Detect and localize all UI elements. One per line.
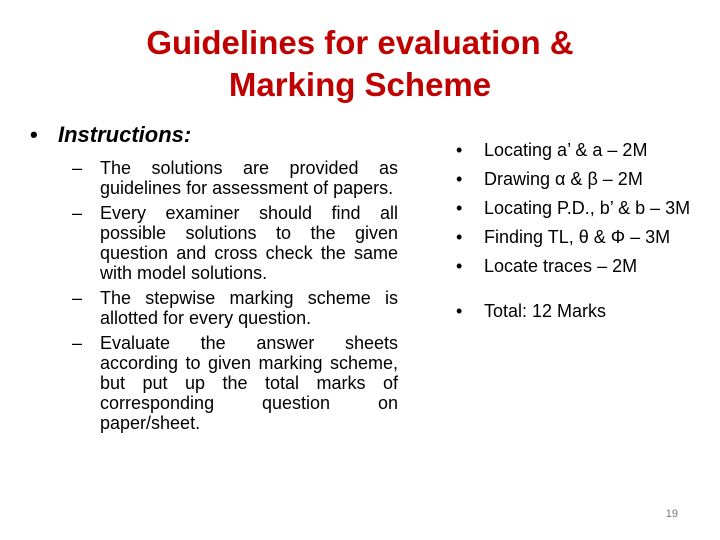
bullet-icon: •: [456, 140, 463, 160]
bullet-icon: •: [456, 301, 463, 321]
slide-title: [0, 22, 720, 106]
marking-text: Locating a’ & a – 2M: [484, 140, 648, 160]
instruction-item: [72, 288, 398, 328]
marking-item: [454, 256, 694, 277]
total-marks-text: Total: 12 Marks: [484, 301, 607, 321]
instructions-heading: [30, 122, 398, 148]
dash-icon: –: [72, 158, 83, 178]
instructions-list: [30, 158, 398, 433]
total-marks-item: [454, 301, 694, 322]
instruction-text: Every examiner should find all possible solutions to the given question and cross check the same with model solutions.: [100, 203, 398, 283]
marking-item: [454, 169, 694, 190]
marking-text: Locating P.D., b’ & b – 3M: [484, 198, 691, 218]
instruction-item: [72, 203, 398, 283]
marking-text: Finding TL, θ & Φ – 3M: [484, 227, 671, 247]
bullet-icon: •: [456, 256, 463, 276]
instruction-item: [72, 333, 398, 433]
total-list: [454, 301, 694, 322]
instruction-item: [72, 158, 398, 198]
dash-icon: –: [72, 288, 83, 308]
instruction-text: Evaluate the answer sheets according to given marking scheme, but put up the total marks of corresponding question on paper/sheet.: [100, 333, 398, 433]
dash-icon: –: [72, 203, 83, 223]
dash-icon: –: [72, 333, 83, 353]
marking-text: Drawing α & β – 2M: [484, 169, 643, 189]
instructions-heading-label: Instructions:: [58, 122, 192, 147]
slide-title-line-1: Guidelines for evaluation &: [146, 24, 574, 61]
bullet-icon: •: [30, 122, 38, 147]
instruction-text: The solutions are provided as guidelines for assessment of papers.: [100, 158, 398, 198]
marking-item: [454, 198, 694, 219]
instructions-section: [30, 122, 398, 438]
slide-title-line-2: Marking Scheme: [228, 66, 492, 103]
bullet-icon: •: [456, 169, 463, 189]
marking-scheme-section: [454, 140, 694, 322]
marking-text: Locate traces – 2M: [484, 256, 638, 276]
bullet-icon: •: [456, 227, 463, 247]
marking-list: [454, 140, 694, 277]
marking-item: [454, 140, 694, 161]
marking-item: [454, 227, 694, 248]
instruction-text: The stepwise marking scheme is allotted for every question.: [100, 288, 398, 328]
page-number: 19: [665, 508, 678, 520]
bullet-icon: •: [456, 198, 463, 218]
